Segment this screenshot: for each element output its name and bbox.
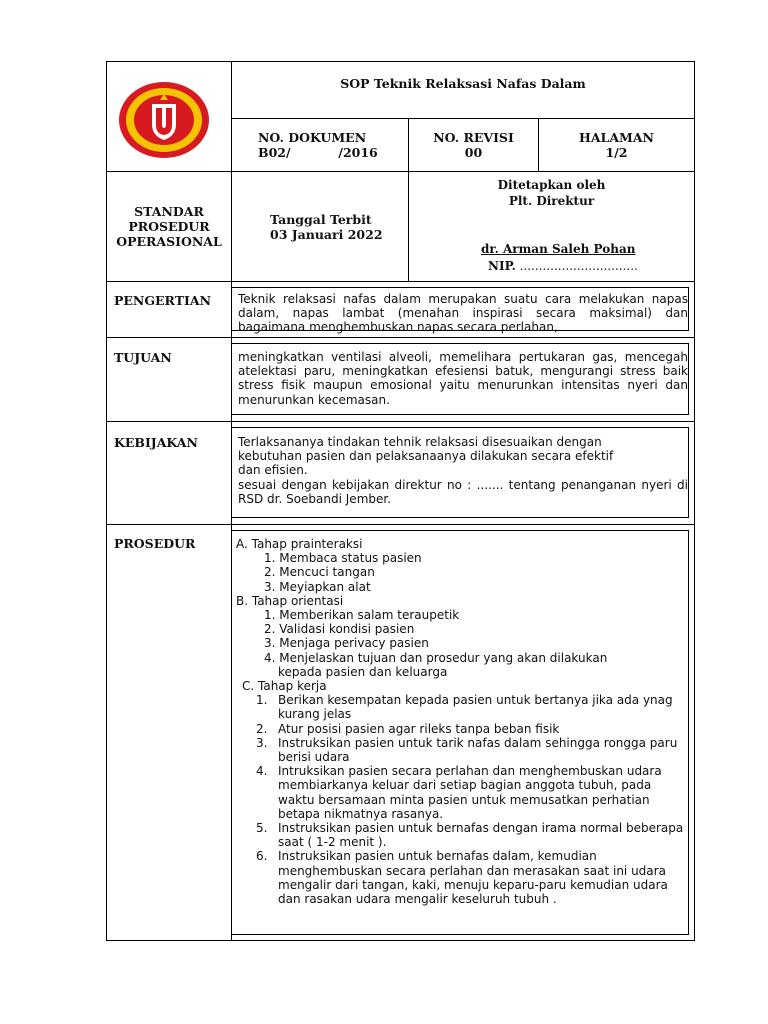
nip-line [488,259,638,273]
kebijakan-line-4: sesuai dengan kebijakan direktur no : ....... tentang penanganan nyeri di RSD dr. Soebandi Jember. [238,477,688,506]
item-text: Atur posisi pasien agar rileks tanpa beban fisik [278,721,560,736]
item-number: 2. [256,721,268,736]
list-item [256,693,688,721]
item-number: 3. [256,735,268,750]
item-number: 4. [256,764,268,779]
document-title: SOP Teknik Relaksasi Nafas Dalam [340,76,586,91]
list-item: 2. Mencuci tangan [264,565,375,580]
prosedur-label: PROSEDUR [114,536,196,551]
tanggal-value: 03 Januari 2022 [270,227,383,242]
list-item: 3. Meyiapkan alat [264,579,371,594]
signatory-name: dr. Arman Saleh Pohan [481,242,636,256]
section-b-title: B. Tahap orientasi [236,593,344,608]
section-b-list [236,608,688,679]
kebijakan-line-3: dan efisien. [238,463,308,478]
list-item: kepada pasien dan keluarga [278,664,448,679]
halaman-value: 1/2 [605,145,628,160]
item-text: Instruksikan pasien untuk bernafas dengan irama normal beberapa saat ( 1-2 menit ). [278,821,684,850]
list-item [256,764,688,821]
nip-label: NIP. [488,259,516,273]
tujuan-text: meningkatkan ventilasi alveoli, memelihara pertukaran gas, mencegah atelektasi paru, meningkatkan efesiensi batuk, mengurangi stress baik stress fisik maupun emosional yaitu menurunkan intensitas nyeri dan menurunkan kecemasan. [238,350,688,407]
kebijakan-line-2: kebutuhan pasien dan pelaksanaanya dilakukan secara efektif [238,449,614,464]
item-number: 1. [256,693,268,708]
standar-line-3: OPERASIONAL [116,234,222,249]
list-item: 3. Menjaga perivacy pasien [264,636,429,651]
list-item [256,722,688,736]
list-item: 4. Menjelaskan tujuan dan prosedur yang akan dilakukan [264,650,608,665]
list-item [256,736,688,764]
no-dokumen-value: B02/ /2016 [258,145,378,160]
item-text: Instruksikan pasien untuk bernafas dalam, kemudian menghembuskan secara perlahan dan merasakan saat ini udara mengalir dari tangan, kaki, menuju keparu-paru kemudian udara dan rasakan udara mengalir keseluruh tubuh . [278,849,668,907]
list-item: 1. Memberikan salam teraupetik [264,608,460,623]
list-item [256,821,688,849]
pengertian-label: PENGERTIAN [114,293,211,308]
ditetapkan-label: Ditetapkan oleh [497,178,606,192]
section-c-list [236,693,688,906]
pengertian-text: Teknik relaksasi nafas dalam merupakan suatu cara melakukan napas dalam, napas lambat (menahan inspirasi secara maksimal) dan bagaimana menghembuskan napas secara perlahan, [238,292,688,335]
standar-line-2: PROSEDUR [128,219,210,234]
logo-emblem-icon [116,80,212,160]
list-item [256,849,688,906]
no-dokumen-label: NO. DOKUMEN [258,130,367,145]
no-revisi-label: NO. REVISI [433,130,514,145]
ditetapkan-block [409,177,694,209]
list-item: 1. Membaca status pasien [264,551,422,566]
item-text: Instruksikan pasien untuk tarik nafas dalam sehingga rongga paru berisi udara [278,735,678,765]
university-logo [116,80,212,160]
kebijakan-label: KEBIJAKAN [114,435,198,450]
section-a-title: A. Tahap prainteraksi [236,537,363,551]
nip-value: ............................... [515,259,638,273]
jabatan-label: Plt. Direktur [508,194,595,208]
kebijakan-text [238,435,688,506]
prosedur-content [236,537,688,906]
item-text: Berikan kesempatan kepada pasien untuk bertanya jika ada ynag kurang jelas [278,693,673,722]
standar-prosedur-operasional [107,204,231,249]
tanggal-label: Tanggal Terbit [270,212,372,227]
item-number: 5. [256,821,268,836]
no-revisi-value: 00 [464,145,483,160]
section-c-title: C. Tahap kerja [242,679,327,694]
section-a-list [236,551,688,594]
list-item: 2. Validasi kondisi pasien [264,622,415,637]
standar-line-1: STANDAR [134,204,204,219]
kebijakan-line-1: Terlaksananya tindakan tehnik relaksasi disesuaikan dengan [238,435,602,449]
halaman-label: HALAMAN [579,130,654,145]
item-number: 6. [256,849,268,864]
tanggal-terbit [270,212,383,242]
tujuan-label: TUJUAN [114,350,172,365]
item-text: Intruksikan pasien secara perlahan dan menghembuskan udara membiarkanya keluar dari setiap bagian anggota tubuh, pada waktu bersamaan minta pasien untuk memusatkan perhatian betapa nikmatnya rasanya. [278,764,662,821]
